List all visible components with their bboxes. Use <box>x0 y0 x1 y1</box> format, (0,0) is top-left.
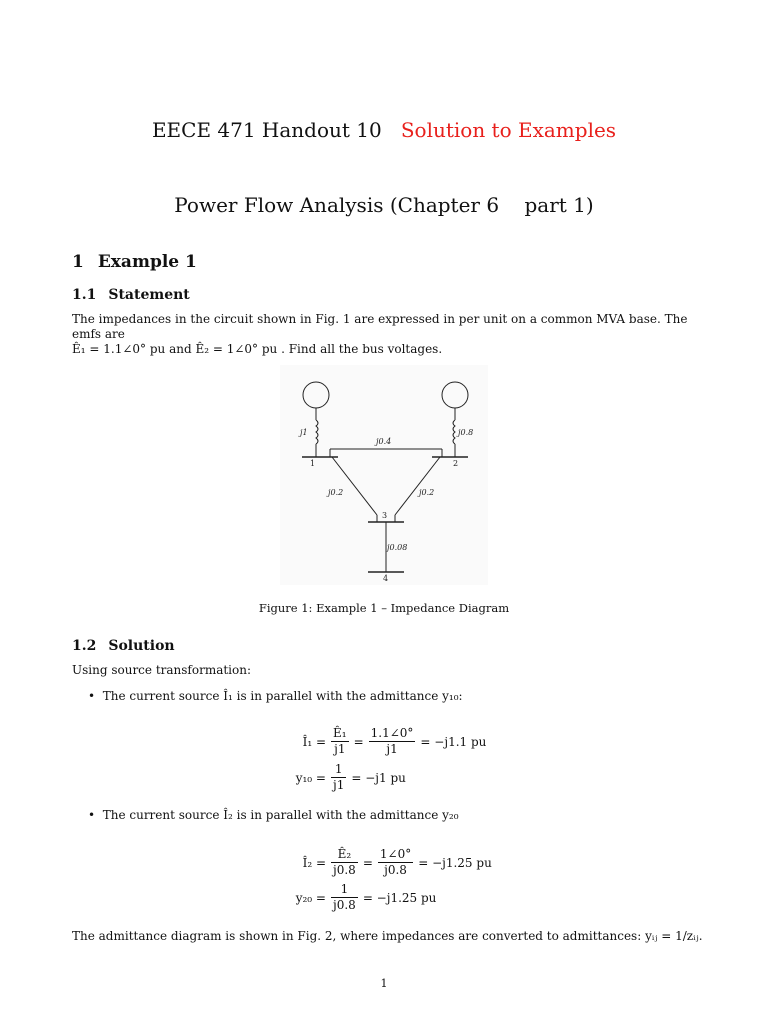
fraction <box>331 726 349 757</box>
fraction <box>369 726 416 757</box>
label-bus2: 2 <box>453 459 459 468</box>
equation-y20 <box>294 882 436 913</box>
bullet-item-2 <box>88 808 459 822</box>
subsection-heading-statement <box>72 287 190 303</box>
impedance-diagram <box>280 365 488 585</box>
inductor-2-icon <box>453 420 455 444</box>
numerator: Ê₂ <box>331 847 358 863</box>
document-title <box>0 118 768 142</box>
label-z13: j0.2 <box>328 488 344 497</box>
eq-lhs: Î₁ = <box>302 734 326 749</box>
eq-lhs: y₂₀ = <box>295 890 326 905</box>
eq-lhs: Î₂ = <box>302 855 326 870</box>
denominator: j1 <box>333 778 345 792</box>
eq-result: = −j1 pu <box>351 770 406 785</box>
numerator: Ê₁ <box>333 726 347 740</box>
eq-result: = −j1.1 pu <box>420 734 487 749</box>
inductor-1-icon <box>316 420 318 444</box>
equals-sign: = <box>353 734 364 749</box>
bullet-1-text: The current source Î₁ is in parallel with the admittance y₁₀: <box>102 689 463 703</box>
equation-I2 <box>298 847 492 878</box>
closing-paragraph: The admittance diagram is shown in Fig. 2, where impedances are converted to admittances: yᵢⱼ = 1/zᵢⱼ. <box>72 929 703 943</box>
figure-caption: Figure 1: Example 1 – Impedance Diagram <box>258 601 510 615</box>
subsection-number: 1.1 <box>72 287 97 303</box>
fraction <box>331 762 346 793</box>
label-z2: j0.8 <box>458 428 474 437</box>
equation-y10 <box>294 762 406 793</box>
section-title: Example 1 <box>97 252 197 272</box>
fraction <box>331 847 358 878</box>
page-number: 1 <box>380 977 388 990</box>
circuit-svg <box>280 365 488 585</box>
subsection-number: 1.2 <box>72 638 97 654</box>
fraction <box>378 847 413 878</box>
numerator: 1.1∠0° <box>370 726 414 740</box>
numerator: 1∠0° <box>379 847 412 861</box>
bullet-icon: • <box>88 689 96 703</box>
eq-result: = −j1.25 pu <box>362 890 437 905</box>
eq-result: = −j1.25 pu <box>418 855 492 870</box>
label-z1: j1 <box>300 428 308 437</box>
section-heading <box>72 252 197 272</box>
equation-I1 <box>298 726 486 757</box>
section-number: 1 <box>72 252 84 272</box>
title-highlight: Solution to Examples <box>400 118 617 142</box>
denominator: j1 <box>386 742 398 756</box>
bullet-item-1 <box>88 689 463 703</box>
statement-line-2: Ê₁ = 1.1∠0° pu and Ê₂ = 1∠0° pu . Find all the bus voltages. <box>72 342 443 356</box>
numerator: 1 <box>331 762 346 778</box>
solution-intro: Using source transformation: <box>72 663 252 677</box>
eq-lhs: y₁₀ = <box>295 770 326 785</box>
statement-paragraph <box>72 312 702 357</box>
bullet-2-text: The current source Î₂ is in parallel with the admittance y₂₀ <box>102 808 459 822</box>
label-bus1: 1 <box>310 459 316 468</box>
statement-line-1: The impedances in the circuit shown in Fig. 1 are expressed in per unit on a common MVA base. The emfs are <box>72 312 688 341</box>
label-z23: j0.2 <box>419 488 435 497</box>
subsection-title: Statement <box>108 287 190 303</box>
title-main: EECE 471 Handout 10 <box>151 118 382 142</box>
equals-sign: = <box>362 855 373 870</box>
denominator: j0.8 <box>333 898 356 912</box>
label-bus3: 3 <box>382 511 388 520</box>
generator-2-icon <box>442 382 468 408</box>
numerator: 1 <box>331 882 358 898</box>
fraction <box>331 882 358 913</box>
denominator: j1 <box>334 742 346 756</box>
denominator: j0.8 <box>333 863 356 877</box>
label-bus4: 4 <box>383 574 389 583</box>
document-subtitle: Power Flow Analysis (Chapter 6 part 1) <box>174 193 594 217</box>
denominator: j0.8 <box>384 863 407 877</box>
label-z12: j0.4 <box>376 437 392 446</box>
bullet-icon: • <box>88 808 96 822</box>
generator-1-icon <box>303 382 329 408</box>
label-z34: j0.08 <box>387 543 408 552</box>
subsection-heading-solution <box>72 638 175 654</box>
subsection-title: Solution <box>108 638 175 654</box>
